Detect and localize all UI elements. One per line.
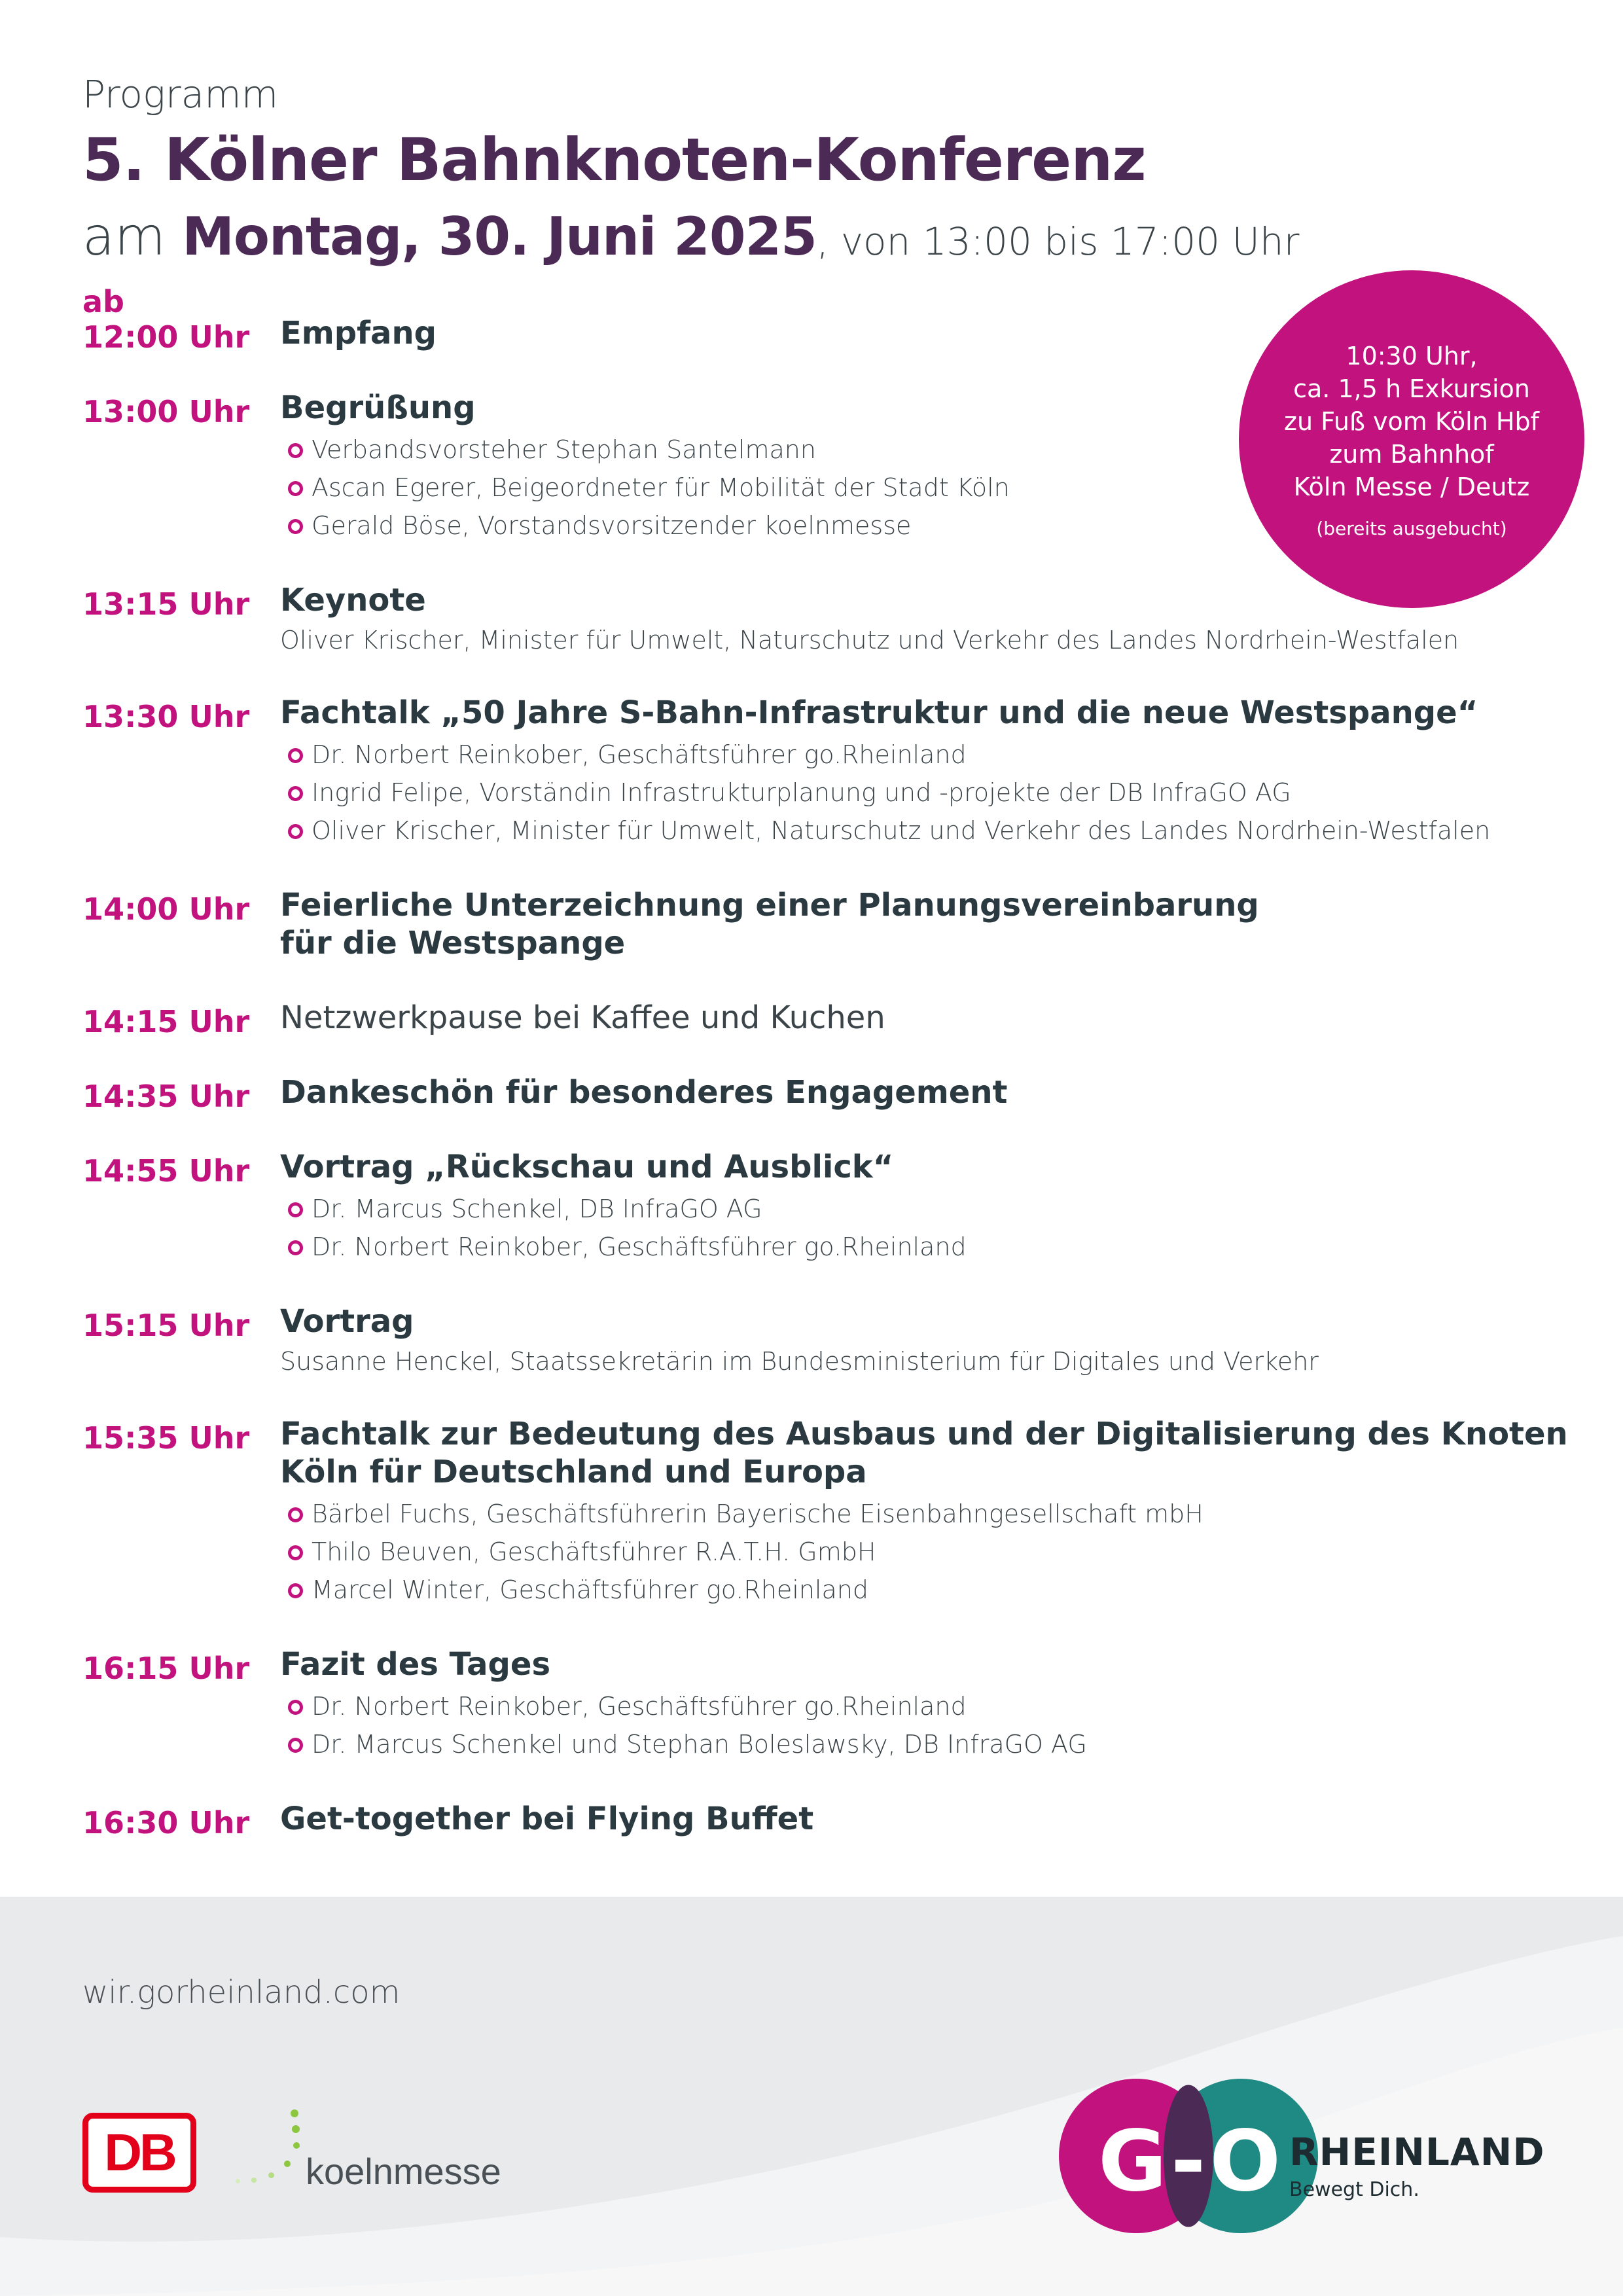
db-logo	[82, 2113, 196, 2193]
agenda-item	[82, 1415, 1588, 1609]
agenda-title: Feierliche Unterzeichnung einer Planungsvereinbarung	[280, 887, 1259, 924]
agenda-title-continued: für die Westspange	[280, 925, 626, 961]
speaker-item	[312, 1190, 1588, 1228]
agenda-item	[82, 284, 1588, 355]
agenda-item	[82, 886, 1588, 962]
speaker-text: Verbandsvorsteher Stephan Santelmann	[312, 435, 816, 464]
koelnmesse-logo	[230, 2109, 518, 2201]
bullet-icon	[288, 1700, 303, 1715]
time-range: , von 13:00 bis 17:00 Uhr	[816, 219, 1300, 264]
bullet-icon	[288, 824, 303, 839]
agenda-time: 14:15 Uhr	[82, 1004, 250, 1039]
agenda-time: 13:30 Uhr	[82, 699, 250, 734]
time-prefix: ab	[82, 284, 124, 319]
bullet-icon	[288, 1545, 303, 1560]
speaker-item	[312, 736, 1588, 774]
speaker-item	[312, 469, 1588, 507]
speaker-item	[312, 1571, 1588, 1609]
date-prefix: am	[82, 206, 166, 267]
excursion-line: 10:30 Uhr,	[1346, 341, 1478, 370]
bullet-icon	[288, 481, 303, 496]
bullet-icon	[288, 519, 303, 534]
agenda-item	[82, 999, 1588, 1037]
speaker-item	[312, 1687, 1588, 1725]
db-logo-text: DB	[104, 2123, 175, 2181]
speaker-text: Bärbel Fuchs, Geschäftsführerin Bayerische Eisenbahngesellschaft mbH	[312, 1499, 1204, 1528]
speaker-item	[312, 812, 1588, 850]
speaker-text: Dr. Norbert Reinkober, Geschäftsführer go.Rheinland	[312, 1692, 967, 1721]
bullet-icon	[288, 1202, 303, 1217]
agenda-time	[82, 284, 250, 355]
go-logo-letters: G-O	[1098, 2113, 1285, 2210]
agenda-time: 14:55 Uhr	[82, 1153, 250, 1189]
logo-dot	[293, 2142, 300, 2149]
header	[82, 72, 1300, 267]
agenda-item	[82, 1645, 1588, 1763]
logo-dot	[236, 2179, 240, 2183]
excursion-note: (bereits ausgebucht)	[1316, 517, 1507, 539]
agenda-time: 14:00 Uhr	[82, 891, 250, 927]
agenda-item	[82, 581, 1588, 657]
speaker-text: Gerald Böse, Vorstandsvorsitzender koelnmesse	[312, 511, 912, 540]
speaker-text: Ingrid Felipe, Vorständin Infrastrukturplanung und -projekte der DB InfraGO AG	[312, 778, 1291, 807]
logo-dot	[284, 2161, 291, 2167]
speaker-list	[280, 1687, 1588, 1763]
agenda-title: Netzwerkpause bei Kaffee und Kuchen	[280, 999, 885, 1036]
agenda-time: 15:15 Uhr	[82, 1308, 250, 1343]
speaker-list	[280, 1495, 1588, 1609]
event-date: Montag, 30. Juni 2025	[182, 206, 817, 267]
speaker-item	[312, 1533, 1588, 1571]
excursion-line: zu Fuß vom Köln Hbf	[1284, 406, 1539, 436]
speaker-list	[280, 431, 1588, 545]
bullet-icon	[288, 1738, 303, 1753]
agenda-title: Vortrag	[280, 1303, 414, 1340]
speaker-text: Dr. Marcus Schenkel und Stephan Boleslawsky, DB InfraGO AG	[312, 1730, 1087, 1759]
agenda-time: 16:15 Uhr	[82, 1651, 250, 1686]
bullet-icon	[288, 1507, 303, 1522]
bullet-icon	[288, 1240, 303, 1255]
speaker-text: Thilo Beuven, Geschäftsführer R.A.T.H. GmbH	[312, 1537, 876, 1566]
koelnmesse-wordmark: koelnmesse	[306, 2151, 501, 2192]
agenda-title: Begrüßung	[280, 389, 476, 426]
logo-dot	[268, 2172, 274, 2178]
excursion-line: zum Bahnhof	[1329, 439, 1494, 469]
agenda-item	[82, 1073, 1588, 1114]
excursion-line: Köln Messe / Deutz	[1293, 472, 1530, 501]
page-title: 5. Kölner Bahnknoten-Konferenz	[82, 126, 1146, 194]
agenda-item	[82, 694, 1588, 850]
agenda-title: Get-together bei Flying Buffet	[280, 1801, 814, 1837]
logo-dot	[251, 2178, 257, 2183]
agenda-time: 13:15 Uhr	[82, 586, 250, 622]
agenda-title: Empfang	[280, 315, 437, 351]
agenda-title: Dankeschön für besonderes Engagement	[280, 1074, 1008, 1111]
speaker-item	[312, 507, 1588, 545]
agenda-time: 13:00 Uhr	[82, 394, 250, 429]
go-rheinland-logo	[1059, 2079, 1556, 2236]
speaker-item	[312, 774, 1588, 812]
agenda-item	[82, 1800, 1588, 1838]
excursion-line: ca. 1,5 h Exkursion	[1293, 374, 1530, 403]
agenda-title: Fachtalk „50 Jahre S-Bahn-Infrastruktur und die neue Westspange“	[280, 694, 1478, 731]
speaker-item	[312, 1495, 1588, 1533]
agenda-title: Fachtalk zur Bedeutung des Ausbaus und der Digitalisierung des Knoten	[280, 1416, 1568, 1452]
time-label: 12:00 Uhr	[82, 319, 250, 355]
agenda-time: 16:30 Uhr	[82, 1805, 250, 1840]
bullet-icon	[288, 1583, 303, 1598]
agenda	[82, 284, 1588, 1874]
agenda-item	[82, 1302, 1588, 1378]
agenda-title: Fazit des Tages	[280, 1646, 551, 1683]
speaker-item	[312, 1725, 1588, 1763]
bullet-icon	[288, 786, 303, 801]
speaker-text: Marcel Winter, Geschäftsführer go.Rheinland	[312, 1575, 868, 1604]
speaker-text: Ascan Egerer, Beigeordneter für Mobilität der Stadt Köln	[312, 473, 1010, 502]
website-link[interactable]: wir.gorheinland.com	[82, 1974, 401, 2011]
agenda-item	[82, 389, 1588, 545]
speaker-item	[312, 431, 1588, 469]
speaker-text: Dr. Norbert Reinkober, Geschäftsführer go.Rheinland	[312, 740, 967, 769]
agenda-title-continued: Köln für Deutschland und Europa	[280, 1454, 867, 1490]
speaker-text: Dr. Marcus Schenkel, DB InfraGO AG	[312, 1194, 762, 1223]
bullet-icon	[288, 748, 303, 763]
speaker-item	[312, 1228, 1588, 1266]
agenda-time: 15:35 Uhr	[82, 1420, 250, 1456]
agenda-title: Keynote	[280, 582, 426, 619]
bullet-icon	[288, 443, 303, 458]
agenda-description: Susanne Henckel, Staatssekretärin im Bundesministerium für Digitales und Verkehr	[280, 1347, 1319, 1376]
agenda-description: Oliver Krischer, Minister für Umwelt, Naturschutz und Verkehr des Landes Nordrhein-Westfalen	[280, 626, 1459, 655]
logo-dot	[292, 2125, 300, 2133]
footer	[0, 1897, 1623, 2296]
go-tagline: Bewegt Dich.	[1289, 2178, 1419, 2201]
go-brand-name: RHEINLAND	[1289, 2130, 1545, 2174]
agenda-title: Vortrag „Rückschau und Ausblick“	[280, 1149, 894, 1185]
speaker-text: Oliver Krischer, Minister für Umwelt, Naturschutz und Verkehr des Landes Nordrhein-Westfalen	[312, 816, 1491, 845]
speaker-text: Dr. Norbert Reinkober, Geschäftsführer go.Rheinland	[312, 1232, 967, 1261]
kicker: Programm	[82, 72, 279, 117]
logo-dot	[291, 2109, 298, 2117]
speaker-list	[280, 1190, 1588, 1266]
agenda-item	[82, 1148, 1588, 1266]
date-line	[82, 206, 1300, 267]
agenda-time: 14:35 Uhr	[82, 1079, 250, 1114]
speaker-list	[280, 736, 1588, 850]
